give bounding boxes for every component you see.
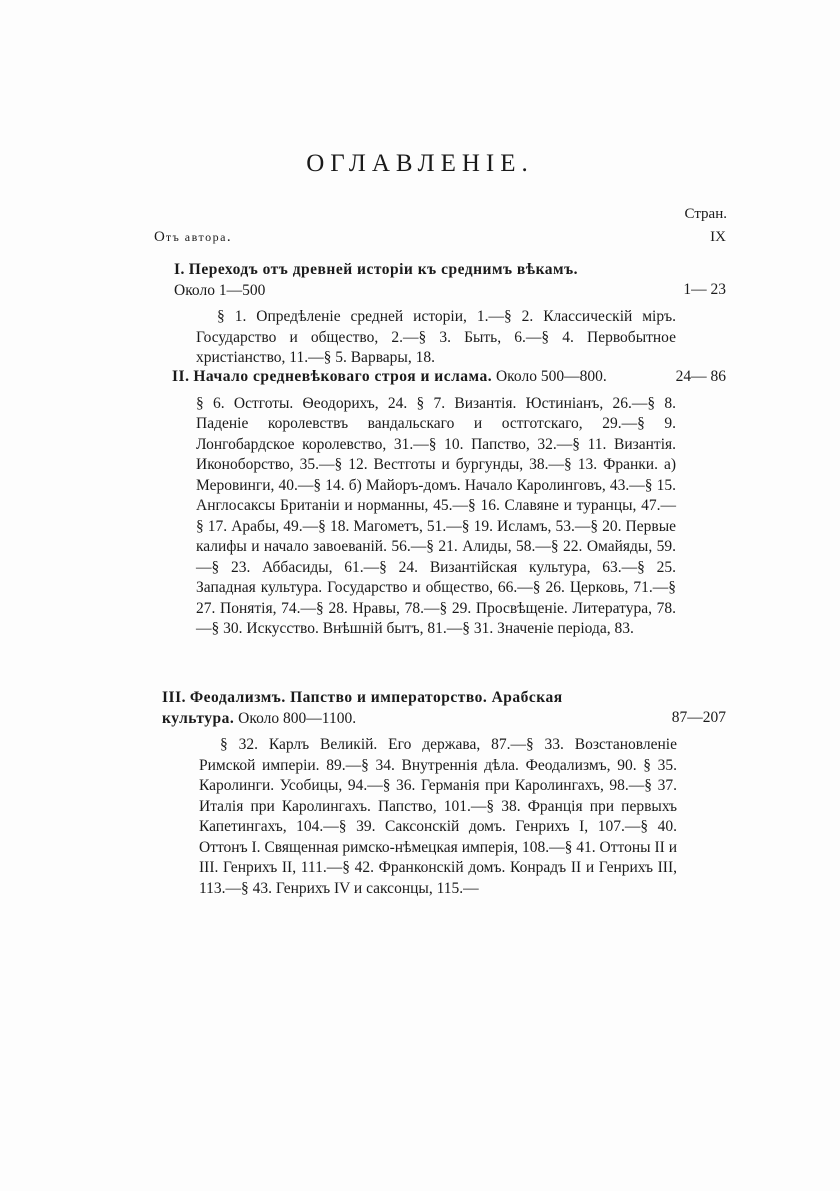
section-pages: 1— 23 — [683, 281, 726, 298]
toc-section-3 — [154, 688, 726, 899]
section-number: III. — [162, 689, 186, 706]
section-pages: 24— 86 — [675, 368, 726, 385]
section-period: Около 500—800. — [495, 368, 607, 385]
section-heading — [154, 688, 726, 729]
author-label-dot: . — [226, 229, 232, 245]
section-pages: 87—207 — [671, 709, 726, 726]
section-contents: § 6. Остготы. Ѳеодорихъ, 24. § 7. Византія. Юстиніанъ, 26.—§ 8. Паденіе королевствъ вандальскаго и остготскаго, 29.—§ 9. Лонгобардское королевство, 31.—§ 10. Папство, 32.—§ 11. Византія. Иконоборство, 35.—§ 12. Вестготы и бургунды, 38.—§ 13. Франки. а) Меровинги, 40.—§ 14. б) Майоръ-домъ. Начало Каролинговъ, 43.—§ 15. Англосаксы Британіи и норманны, 45.—§ 16. Славяне и туранцы, 47.—§ 17. Арабы, 49.—§ 18. Магометъ, 51.—§ 19. Исламъ, 53.—§ 20. Первые калифы и начало завоеваній. 56.—§ 21. Алиды, 58.—§ 22. Омайяды, 59.—§ 23. Аббасиды, 61.—§ 24. Византійская культура, 63.—§ 25. Западная культура. Государство и общество, 66.—§ 26. Церковь, 71.—§ 27. Понятія, 74.—§ 28. Нравы, 78.—§ 29. Просвѣщеніе. Литература, 78.—§ 30. Искусство. Внѣшній бытъ, 81.—§ 31. Значеніе періода, 83. — [196, 394, 676, 637]
section-contents: § 32. Карлъ Великій. Его держава, 87.—§ 33. Возстановленіе Римской имперіи. 89.—§ 34. Внутреннія дѣла. Феодализмъ, 90. § 35. Каролинги. Усобицы, 94.—§ 36. Германія при Каролингахъ, 98.—§ 37. Италія при Каролингахъ. Папство, 101.—§ 38. Франція при первыхъ Капетингахъ, 104.—§ 39. Саксонскій домъ. Генрихъ I, 107.—§ 40. Оттонъ I. Священная римско-нѣмецкая имперія, 108.—§ 41. Оттоны II и III. Генрихъ II, 111.—§ 42. Франконскій домъ. Конрадъ II и Генрихъ III, 113.—§ 43. Генрихъ IV и саксонцы, 115.— — [199, 736, 677, 897]
toc-section-1 — [154, 260, 726, 369]
section-title: Феодализмъ. Папство и императорство. Арабская культура. — [162, 689, 563, 727]
pages-column-header: Стран. — [684, 206, 727, 222]
section-title: Начало средневѣковаго строя и ислама. — [193, 368, 493, 385]
author-page-number: IX — [710, 229, 726, 245]
toc-section-2 — [154, 367, 726, 640]
author-label — [154, 229, 232, 245]
section-contents: § 1. Опредѣленіе средней исторіи, 1.—§ 2. Классическій міръ. Государство и общество, 2.—§ 3. Быть, 6.—§ 4. Первобытное христіанство, 11.—§ 5. Варвары, 18. — [196, 308, 676, 366]
author-label-rest: тъ автора — [165, 230, 227, 244]
section-number: II. — [172, 368, 190, 385]
section-period: Около 800—1100. — [238, 709, 357, 727]
section-heading — [154, 367, 726, 388]
section-number: I. — [174, 261, 185, 278]
section-title: Переходъ отъ древней исторіи къ среднимъ вѣкамъ. — [188, 261, 579, 278]
section-heading — [154, 260, 726, 301]
author-label-initial: О — [154, 229, 166, 245]
page-title: ОГЛАВЛЕНІЕ. — [306, 150, 534, 177]
author-entry — [154, 229, 726, 246]
section-period: Около 1—500 — [174, 281, 266, 299]
